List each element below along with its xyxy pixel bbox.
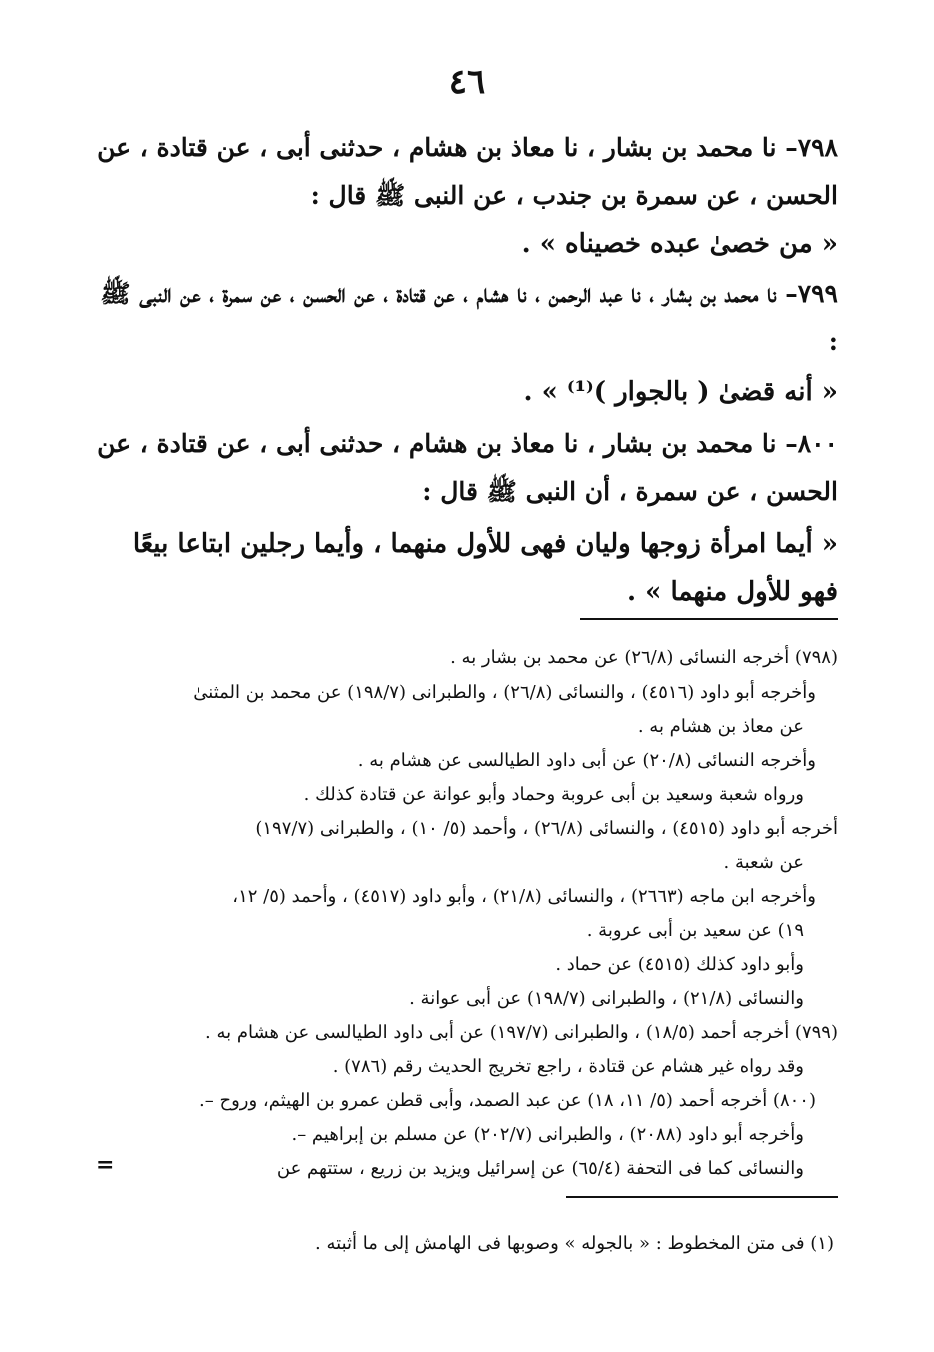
takhrij-line: (٨٠٠) أخرجه أحمد (٥/ ١١، ١٨) عن عبد الصمد، وأبى قطن عمرو بن الهيثم، وروح –.	[199, 1090, 816, 1111]
takhrij-line: أخرجه أبو داود (٤٥١٥) ، والنسائى (٢٦/٨) ، وأحمد (٥/ ١٠) ، والطبرانى (١٩٧/٧)	[255, 818, 838, 839]
takhrij-line: وأخرجه النسائى (٢٠/٨) عن أبى داود الطيالسى عن هشام به .	[357, 750, 816, 771]
takhrij-line: (٧٩٨) أخرجه النسائى (٢٦/٨) عن محمد بن بشار به .	[450, 647, 838, 668]
hadith-798-isnad: ٧٩٨– نا محمد بن بشار ، نا معاذ بن هشام ، حدثنى أبى ، عن قتادة ، عن الحسن ، عن سمرة بن جندب ، عن النبى ﷺ قال :	[97, 133, 838, 210]
continuation-mark: =	[96, 1152, 115, 1178]
takhrij-separator	[580, 618, 838, 620]
hadith-799-matn: « أنه قضىٰ ( بالجوار )⁽¹⁾ » .	[523, 377, 838, 407]
takhrij-line: وأبو داود كذلك (٤٥١٥) عن حماد .	[555, 954, 804, 975]
takhrij-line: (٧٩٩) أخرجه أحمد (١٨/٥) ، والطبرانى (١٩٧/٧) عن أبى داود الطيالسى عن هشام به .	[205, 1022, 838, 1043]
takhrij-line: ورواه شعبة وسعيد بن أبى عروبة وحماد وأبو عوانة عن قتادة كذلك .	[303, 784, 804, 805]
takhrij-line: والنسائى كما فى التحفة (٦٥/٤) عن إسرائيل ويزيد بن زريع ، ستتهم عن	[276, 1158, 804, 1179]
takhrij-line: والنسائى (٢١/٨) ، والطبرانى (١٩٨/٧) عن أبى عوانة .	[409, 988, 804, 1009]
takhrij-line: ١٩) عن سعيد بن أبى عروبة .	[586, 920, 804, 941]
takhrij-line: وأخرجه أبو داود (٢٠٨٨) ، والطبرانى (٢٠٢/٧) عن مسلم بن إبراهيم –.	[291, 1124, 804, 1145]
hadith-800-isnad: ٨٠٠– نا محمد بن بشار ، نا معاذ بن هشام ، حدثنى أبى ، عن قتادة ، عن الحسن ، عن سمرة ، أن النبى ﷺ قال :	[97, 429, 838, 506]
takhrij-line: وقد رواه غير هشام عن قتادة ، راجع تخريج الحديث رقم (٧٨٦) .	[332, 1056, 804, 1077]
page-number: ٤٦	[448, 62, 486, 102]
takhrij-line: عن معاذ بن هشام به .	[637, 716, 804, 737]
footnote-1: (١) فى متن المخطوط : « بالجوله » وصوبها فى الهامش إلى ما أثبته .	[315, 1233, 834, 1254]
hadith-798-matn: « من خصىٰ عبده خصيناه » .	[521, 229, 838, 259]
takhrij-line: وأخرجه أبو داود (٤٥١٦) ، والنسائى (٢٦/٨) ، والطبرانى (١٩٨/٧) عن محمد بن المثنىٰ	[193, 682, 816, 703]
hadith-800-matn: « أيما امرأة زوجها وليان فهى للأول منهما ، وأيما رجلين ابتاعا بيعًا فهو للأول منهما » .	[132, 529, 838, 607]
takhrij-line: عن شعبة .	[723, 852, 804, 873]
footnote-separator	[566, 1196, 838, 1198]
takhrij-line: وأخرجه ابن ماجه (٢٦٦٣) ، والنسائى (٢١/٨) ، وأبو داود (٤٥١٧) ، وأحمد (٥/ ١٢،	[232, 886, 816, 907]
hadith-799-isnad: ٧٩٩– نا محمد بن بشار ، نا عبد الرحمن ، نا هشام ، عن قتادة ، عن الحسن ، عن سمرة ، عن النبى ﷺ :	[100, 279, 838, 356]
